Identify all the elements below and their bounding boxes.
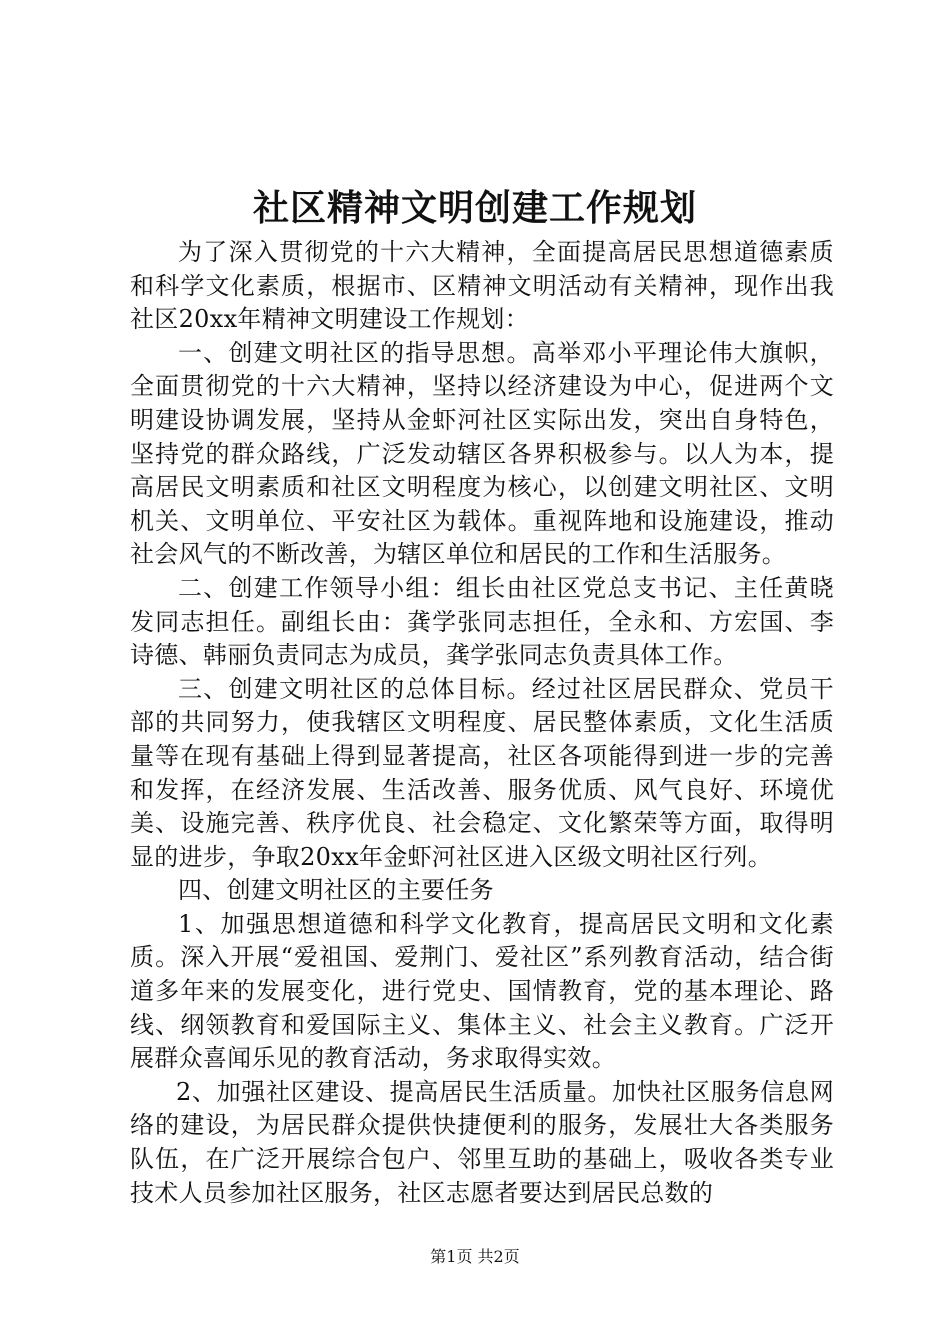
paragraph-intro: 为了深入贯彻党的十六大精神，全面提高居民思想道德素质和科学文化素质，根据市、区精神文明活动有关精神，现作出我社区20xx年精神文明建设工作规划： xyxy=(130,238,834,334)
paragraph-guiding-thought: 一、创建文明社区的指导思想。高举邓小平理论伟大旗帜，全面贯彻党的十六大精神，坚持以经济建设为中心，促进两个文明建设协调发展，坚持从金虾河社区实际出发，突出自身特色，坚持党的群众路线，广泛发动辖区各界积极参与。以人为本，提高居民文明素质和社区文明程度为核心，以创建文明社区、文明机关、文明单位、平安社区为载体。重视阵地和设施建设，推动社会风气的不断改善，为辖区单位和居民的工作和生活服务。 xyxy=(130,338,834,569)
paragraph-overall-goal: 三、创建文明社区的总体目标。经过社区居民群众、党员干部的共同努力，使我辖区文明程度、居民整体素质，文化生活质量等在现有基础上得到显著提高，社区各项能得到进一步的完善和发挥，在经济发展、生活改善、服务优质、风气良好、环境优美、设施完善、秩序优良、社会稳定、文化繁荣等方面，取得明显的进步，争取20xx年金虾河社区进入区级文明社区行列。 xyxy=(130,674,834,871)
paragraph-main-tasks-heading: 四、创建文明社区的主要任务 xyxy=(178,876,494,905)
document-title: 社区精神文明创建工作规划 xyxy=(252,187,697,229)
document-body xyxy=(130,236,834,1210)
paragraph-leadership-group: 二、创建工作领导小组：组长由社区党总支书记、主任黄晓发同志担任。副组长由：龚学张同志担任，全永和、方宏国、李诗德、韩丽负责同志为成员，龚学张同志负责具体工作。 xyxy=(130,573,834,670)
paragraph-task-2: 2、加强社区建设、提高居民生活质量。加快社区服务信息网络的建设，为居民群众提供快捷便利的服务，发展壮大各类服务队伍，在广泛开展综合包户、邻里互助的基础上，吸收各类专业技术人员参加社区服务，社区志愿者要达到居民总数的 xyxy=(130,1077,834,1207)
page-footer: 第1页 共2页 xyxy=(430,1247,520,1266)
paragraph-task-1: 1、加强思想道德和科学文化教育，提高居民文明和文化素质。深入开展“爱祖国、爱荆门、爱社区”系列教育活动，结合街道多年来的发展变化，进行党史、国情教育，党的基本理论、路线、纲领教育和爱国际主义、集体主义、社会主义教育。广泛开展群众喜闻乐见的教育活动，务求取得实效。 xyxy=(130,909,834,1073)
